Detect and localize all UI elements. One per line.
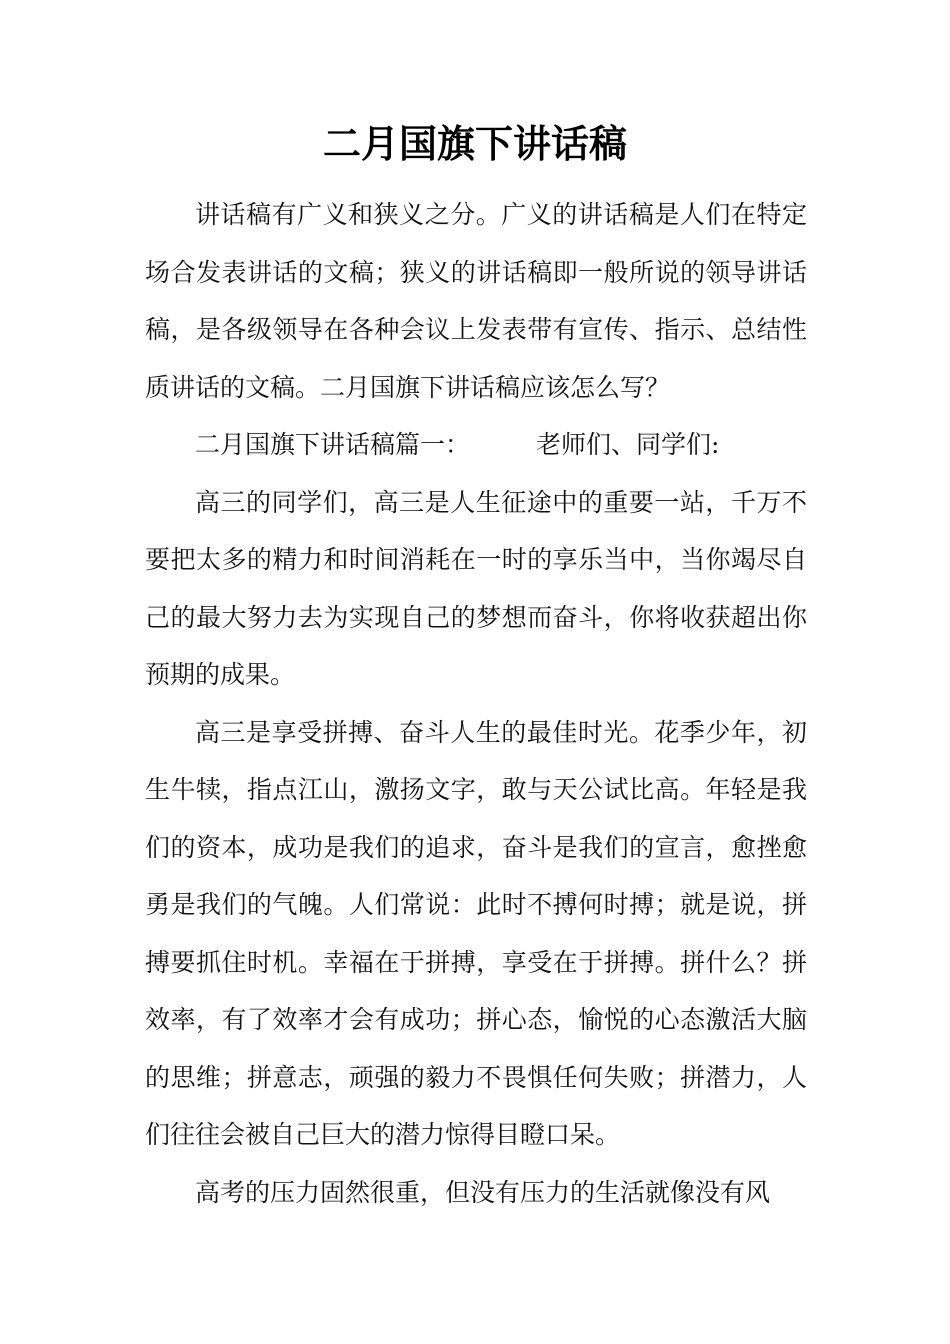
intro-paragraph: 讲话稿有广义和狭义之分。广义的讲话稿是人们在特定场合发表讲话的文稿；狭义的讲话稿即一般所说的领导讲话稿，是各级领导在各种会议上发表带有宣传、指示、总结性质讲话的文稿。二月国旗下讲话稿应该怎么写？	[145, 200, 807, 402]
body-paragraph-1: 高三的同学们，高三是人生征途中的重要一站，千万不要把太多的精力和时间消耗在一时的享乐当中，当你竭尽自己的最大努力去为实现自己的梦想而奋斗，你将收获超出你预期的成果。	[145, 487, 807, 689]
body-paragraph-2: 高三是享受拼搏、奋斗人生的最佳时光。花季少年，初生牛犊，指点江山，激扬文字，敢与天公试比高。年轻是我们的资本，成功是我们的追求，奋斗是我们的宣言，愈挫愈勇是我们的气魄。人们常说：此时不搏何时搏；就是说，拼搏要抓住时机。幸福在于拼搏，享受在于拼搏。拼什么？拼效率，有了效率才会有成功；拼心态，愉悦的心态激活大脑的思维；拼意志，顽强的毅力不畏惧任何失败；拼潜力，人们往往会被自己巨大的潜力惊得目瞪口呆。	[145, 717, 807, 1149]
body-paragraph-3: 高考的压力固然很重，但没有压力的生活就像没有风	[195, 1177, 771, 1207]
document-body	[145, 186, 807, 1221]
document-title: 二月国旗下讲话稿	[322, 122, 627, 166]
section-heading-line	[145, 416, 807, 474]
section-heading: 二月国旗下讲话稿篇一：	[195, 430, 471, 459]
salutation: 老师们、同学们:	[536, 430, 720, 459]
